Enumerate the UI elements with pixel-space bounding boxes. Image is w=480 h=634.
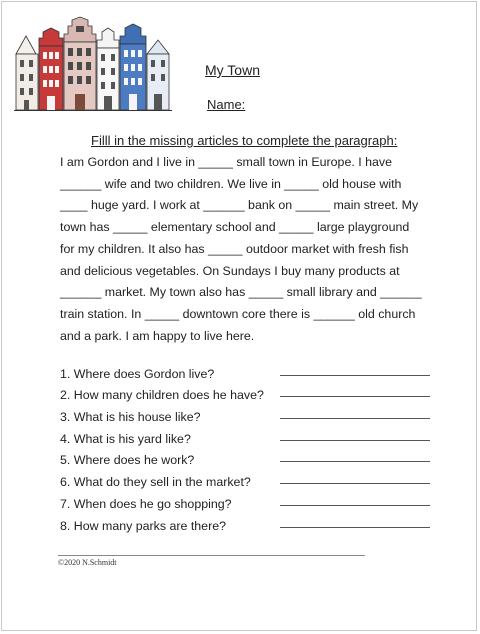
question-row	[60, 446, 430, 468]
question-text: 7. When does he go shopping?	[60, 496, 232, 511]
answer-line[interactable]	[280, 440, 430, 441]
question-list	[60, 359, 430, 533]
paragraph-line: train station. In _____ downtown core there is ______ old church	[60, 306, 416, 321]
name-label: Name:	[207, 97, 246, 112]
worksheet-page	[1, 1, 477, 631]
question-text: 6. What do they sell in the market?	[60, 475, 251, 490]
paragraph-line: and delicious vegetables. On Sundays I buy many products at	[60, 263, 400, 278]
house-5-icon	[120, 24, 146, 110]
paragraph-line: I am Gordon and I live in _____ small town in Europe. I have	[60, 155, 392, 169]
fill-in-paragraph	[60, 152, 460, 347]
question-row	[60, 489, 430, 511]
paragraph-line: for my children. It also has _____ outdoor market with fresh fish	[60, 241, 409, 256]
question-row	[60, 424, 430, 446]
answer-line[interactable]	[280, 375, 430, 376]
question-row	[60, 467, 430, 489]
instructions-heading: Filll in the missing articles to complete the paragraph:	[91, 133, 398, 148]
answer-line[interactable]	[280, 461, 430, 462]
question-text: 2. How many children does he have?	[60, 388, 264, 403]
town-houses-illustration	[12, 14, 177, 119]
answer-line[interactable]	[280, 505, 430, 506]
question-text: 1. Where does Gordon live?	[60, 366, 215, 381]
question-text: 4. What is his yard like?	[60, 431, 191, 446]
question-text: 3. What is his house like?	[60, 410, 201, 425]
house-6-icon	[147, 40, 169, 110]
paragraph-line: ______ wife and two children. We live in _____ old house with	[60, 176, 402, 191]
question-text: 8. How many parks are there?	[60, 518, 226, 533]
footer-divider	[58, 555, 365, 556]
copyright-notice: ©2020 N.Schmidt	[58, 558, 117, 567]
paragraph-line: and a park. I am happy to live here.	[60, 328, 255, 343]
question-row	[60, 381, 430, 403]
answer-line[interactable]	[280, 418, 430, 419]
question-row	[60, 511, 430, 533]
paragraph-line: ____ huge yard. I work at ______ bank on _____ main street. My	[60, 198, 419, 213]
question-row	[60, 402, 430, 424]
answer-line[interactable]	[280, 483, 430, 484]
house-2-icon	[39, 28, 63, 110]
question-row	[60, 359, 430, 381]
paragraph-line: ______ market. My town also has _____ small library and ______	[60, 285, 422, 300]
house-3-icon	[64, 17, 96, 110]
worksheet-title: My Town	[205, 62, 260, 78]
answer-line[interactable]	[280, 396, 430, 397]
house-1-icon	[16, 36, 38, 110]
paragraph-line: town has _____ elementary school and _____ large playground	[60, 220, 410, 235]
question-text: 5. Where does he work?	[60, 453, 195, 468]
answer-line[interactable]	[280, 527, 430, 528]
house-4-icon	[97, 28, 119, 110]
